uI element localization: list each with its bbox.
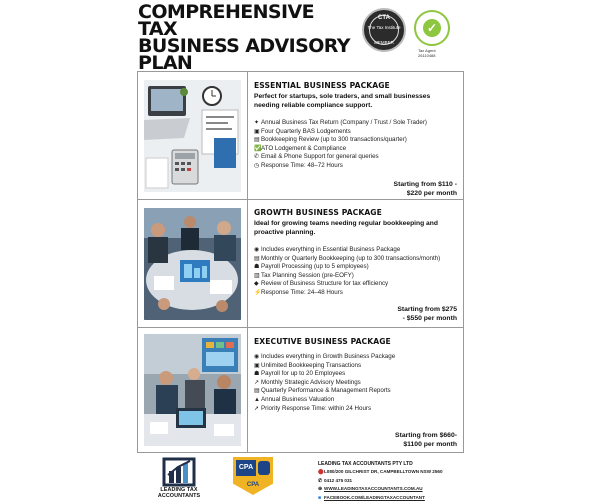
page-title: [138, 1, 358, 74]
feature-icon: ☗: [254, 371, 260, 378]
check-icon: ✓: [423, 19, 441, 37]
globe-icon: ⊕: [318, 486, 323, 493]
address-line: ⬤L080/200 GILCHRIST DR, CAMPBELLTOWN NSW 2560: [318, 469, 443, 475]
list-item: ◉ Includes everything in Growth Business Package: [254, 353, 396, 360]
title-line-3: PLAN: [138, 52, 193, 74]
list-item: ▣Unlimited Bookkeeping Transactions: [254, 361, 362, 369]
package-row-executive: [138, 328, 463, 452]
location-icon: ⬤: [318, 469, 324, 475]
list-item: ▤Quarterly Performance & Management Reports: [254, 387, 391, 395]
tax-agent-label: Tax Agent: [418, 48, 436, 53]
package-subtitle: Ideal for growing teams needing regular bookkeeping and proactive planning.: [254, 220, 438, 236]
cpa-logo-top: CPA: [236, 460, 256, 476]
feature-icon: ✅: [254, 145, 262, 152]
website-link[interactable]: ⊕ WWW.LEADINGTAXACCOUNTANTS.COM.AU: [318, 486, 423, 493]
package-row-essential: [138, 72, 463, 200]
package-essential-content: [254, 81, 457, 171]
cpa-logo: [233, 457, 273, 501]
list-item: ▤Monthly or Quarterly Bookkeeping (up to 300 transactions/month): [254, 254, 441, 262]
package-features: [254, 246, 457, 298]
list-item: ✆ Email & Phone Support for general queries: [254, 153, 379, 161]
list-item: ⚡Response Time: 24–48 Hours: [254, 288, 343, 296]
list-item: ✦ Annual Business Tax Return (Company / Trust / Sole Trader): [254, 119, 427, 126]
package-title: ESSENTIAL BUSINESS PACKAGE: [254, 81, 390, 90]
list-item: ▥Tax Planning Session (pre-EOFY): [254, 271, 354, 279]
feature-icon: ◉: [254, 247, 260, 253]
facebook-link[interactable]: ■ FACEBOOK.COM/LEADINGTAXACCOUNTANT: [318, 494, 425, 501]
list-item: ▤Bookkeeping Review (up to 300 transactions/quarter): [254, 136, 407, 144]
feature-icon: ↗: [254, 379, 260, 386]
package-executive-content: [254, 337, 457, 413]
package-subtitle: Perfect for startups, sole traders, and small businesses needing reliable compliance support.: [254, 93, 431, 109]
facebook-icon: ■: [318, 494, 322, 501]
feature-icon: ▤: [254, 388, 260, 395]
meeting-photo: [144, 208, 241, 320]
phone-icon: ✆: [318, 477, 323, 484]
feature-icon: ◉: [254, 354, 260, 360]
list-item: ◆ Review of Business Structure for tax efficiency: [254, 280, 389, 288]
cta-badge-middle: The Tax Institute: [367, 25, 401, 30]
feature-icon: ◷: [254, 162, 260, 169]
cpa-label: CPA: [246, 482, 260, 488]
feature-icon: ▥: [254, 272, 260, 279]
title-line-2: BUSINESS ADVISORY: [138, 35, 350, 57]
feature-icon: ▲: [254, 396, 260, 403]
team-photo: [144, 334, 241, 446]
feature-icon: ☗: [254, 264, 260, 271]
feature-icon: ⚡: [254, 289, 262, 296]
list-item: ◷ Response Time: 48–72 Hours: [254, 161, 343, 169]
tax-agent-number: [418, 48, 452, 58]
package-row-growth: [138, 200, 463, 328]
feature-icon: ➚: [254, 405, 260, 412]
list-item: ◉ Includes everything in Essential Business Package: [254, 246, 401, 253]
leading-tax-logo: [140, 455, 218, 499]
list-item: ☗ Payroll for up to 20 Employees: [254, 370, 346, 378]
crest-icon: [258, 461, 270, 475]
laptop-photo: [144, 80, 241, 192]
cta-badge-top: CTA: [378, 15, 390, 21]
list-item: ▣Four Quarterly BAS Lodgements: [254, 127, 351, 135]
logo-label: LEADING TAX ACCOUNTANTS: [157, 487, 201, 499]
tax-agent-id: 26110488: [418, 53, 436, 58]
feature-icon: ▤: [254, 137, 260, 144]
company-name: LEADING TAX ACCOUNTANTS PTY LTD: [318, 461, 413, 467]
list-item: ↗ Monthly Strategic Advisory Meetings: [254, 378, 361, 386]
feature-icon: ▤: [254, 255, 260, 262]
packages-table: [137, 71, 464, 453]
contact-info: [318, 461, 466, 502]
package-growth-content: [254, 208, 457, 298]
feature-icon: ▣: [254, 128, 260, 135]
package-price: Starting from $275 - $550 per month: [397, 306, 457, 322]
feature-icon: ✦: [254, 120, 260, 126]
list-item: ☗ Payroll Processing (up to 5 employees): [254, 263, 369, 271]
list-item: ➚ Priority Response Time: within 24 Hours: [254, 404, 372, 412]
feature-icon: ◆: [254, 281, 259, 288]
list-item: ✅ATO Lodgement & Compliance: [254, 144, 347, 152]
package-title: EXECUTIVE BUSINESS PACKAGE: [254, 337, 391, 346]
cta-badge-bottom: MEMBER: [374, 40, 394, 45]
tax-practitioners-board-badge: [414, 10, 450, 46]
phone-line[interactable]: ✆ 0412 475 031: [318, 477, 353, 484]
list-item: ▲Annual Business Valuation: [254, 395, 335, 403]
package-price: Starting from $110 - $220 per month: [393, 181, 457, 197]
title-line-1: COMPREHENSIVE TAX: [138, 1, 314, 40]
feature-icon: ▣: [254, 362, 260, 369]
cta-member-badge: [362, 8, 406, 52]
package-features: [254, 119, 457, 171]
package-title: GROWTH BUSINESS PACKAGE: [254, 208, 382, 217]
feature-icon: ✆: [254, 154, 260, 161]
package-features: [254, 353, 457, 413]
package-price: Starting from $660- $1100 per month: [395, 432, 457, 448]
